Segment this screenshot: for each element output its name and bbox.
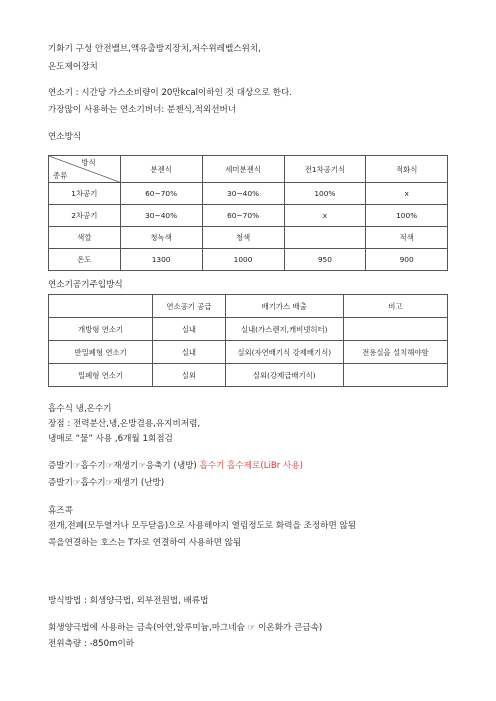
text-line: 온도제어장치: [48, 62, 98, 72]
table-corner-cell: [49, 156, 121, 183]
table-cell: 60~70%: [120, 183, 202, 205]
table-cell: [343, 364, 447, 387]
table-header: 분젠식: [120, 156, 202, 183]
text-line: 기화기 구성 안전밸브,액유출방지장치,저수위레벨스위치,: [48, 44, 261, 54]
text-line: 흡수식 냉,온수기: [48, 404, 112, 414]
table-cell: 60~70%: [202, 205, 284, 227]
text-line: 휴즈콕: [48, 506, 73, 516]
table-header: 적화식: [366, 156, 448, 183]
absorbent-note: 흡수기 흡수제로(LiBr 사용): [199, 461, 304, 471]
table-cell: 900: [366, 249, 448, 271]
table-row: [49, 249, 448, 271]
table-row: [49, 227, 448, 249]
table-cell: 실내: [153, 318, 225, 341]
table-cell: 실내(가스렌지,캐비넷히터): [225, 318, 343, 341]
table-cell: x: [366, 183, 448, 205]
table-cell: 950: [284, 249, 366, 271]
table-header: 연소공기 공급: [153, 295, 225, 318]
table-cell: x: [284, 205, 366, 227]
text-line: [48, 460, 303, 472]
table-cell: 적색: [366, 227, 448, 249]
text-line: 연소기 : 시간당 가스소비량이 20만kcal이하인 것 대상으로 한다.: [48, 88, 292, 98]
table-row: [49, 205, 448, 227]
table-cell: 30~40%: [202, 183, 284, 205]
table-cell: 색깔: [49, 227, 121, 249]
cycle-cooling: 증발기☞흡수기☞재생기☞응축기 (냉방): [48, 461, 200, 471]
table-cell: [343, 318, 447, 341]
table-header: 전1차공기식: [284, 156, 366, 183]
table-cell: 1300: [120, 249, 202, 271]
table-cell: 100%: [284, 183, 366, 205]
table-cell: 개방형 연소기: [49, 318, 153, 341]
text-line: 냉매로 “물” 사용 ,6개월 1회점검: [48, 434, 173, 444]
text-line: 가장많이 사용하는 연소기버너: 분젠식,적외선버너: [48, 105, 237, 115]
table-header: 배기가스 배출: [225, 295, 343, 318]
air-supply-table: [48, 294, 448, 387]
table-cell: 1000: [202, 249, 284, 271]
corner-top-label: 방식: [81, 158, 96, 167]
table-cell: 1차공기: [49, 183, 121, 205]
table-row: [49, 341, 448, 364]
table-cell: 30~40%: [120, 205, 202, 227]
table-cell: 100%: [366, 205, 448, 227]
table-cell: 전용실을 설치해야함: [343, 341, 447, 364]
text-line: 증발기☞흡수기☞재생기 (난방): [48, 478, 165, 488]
text-line: 콕을연결하는 호스는 T자로 연결하여 사용하면 않됨: [48, 538, 242, 548]
table-cell: [284, 227, 366, 249]
table-header: 세미분젠식: [202, 156, 284, 183]
section-title: 연소방식: [48, 132, 82, 142]
table-cell: 밀폐형 연소기: [49, 364, 153, 387]
corner-bottom-label: 종류: [53, 171, 68, 180]
table-row: [49, 364, 448, 387]
table-cell: 온도: [49, 249, 121, 271]
text-line: 전위측량 : -850m이하: [48, 639, 135, 649]
table-cell: 실외: [153, 364, 225, 387]
text-line: 회생양극법에 사용하는 금속(아연,알루미늄,마그네슘 ☞ 이온화가 큰금속): [48, 623, 323, 633]
table-cell: 2차공기: [49, 205, 121, 227]
table-header: 비고: [343, 295, 447, 318]
table-cell: 청녹색: [120, 227, 202, 249]
table-cell: 실외(강제급배기식): [225, 364, 343, 387]
table-row: [49, 318, 448, 341]
table-cell: 실내: [153, 341, 225, 364]
text-line: 전개,전폐(모두열거나 모두닫음)으로 사용해야지 열림정도로 화력을 조정하면 않됨: [48, 521, 357, 531]
text-line: 방식방법 : 회생양극법, 외부전원법, 배류법: [48, 596, 209, 606]
text-line: 장점 : 전력분산,냉,온방겸용,유지비저렴,: [48, 419, 201, 429]
table-cell: 반밀폐형 연소기: [49, 341, 153, 364]
section-title: 연소기공기주입방식: [48, 280, 123, 290]
combustion-method-table: [48, 155, 448, 271]
table-cell: 청색: [202, 227, 284, 249]
table-header: [49, 295, 153, 318]
table-cell: 실외(자연배기식 강제배기식): [225, 341, 343, 364]
table-row: [49, 183, 448, 205]
